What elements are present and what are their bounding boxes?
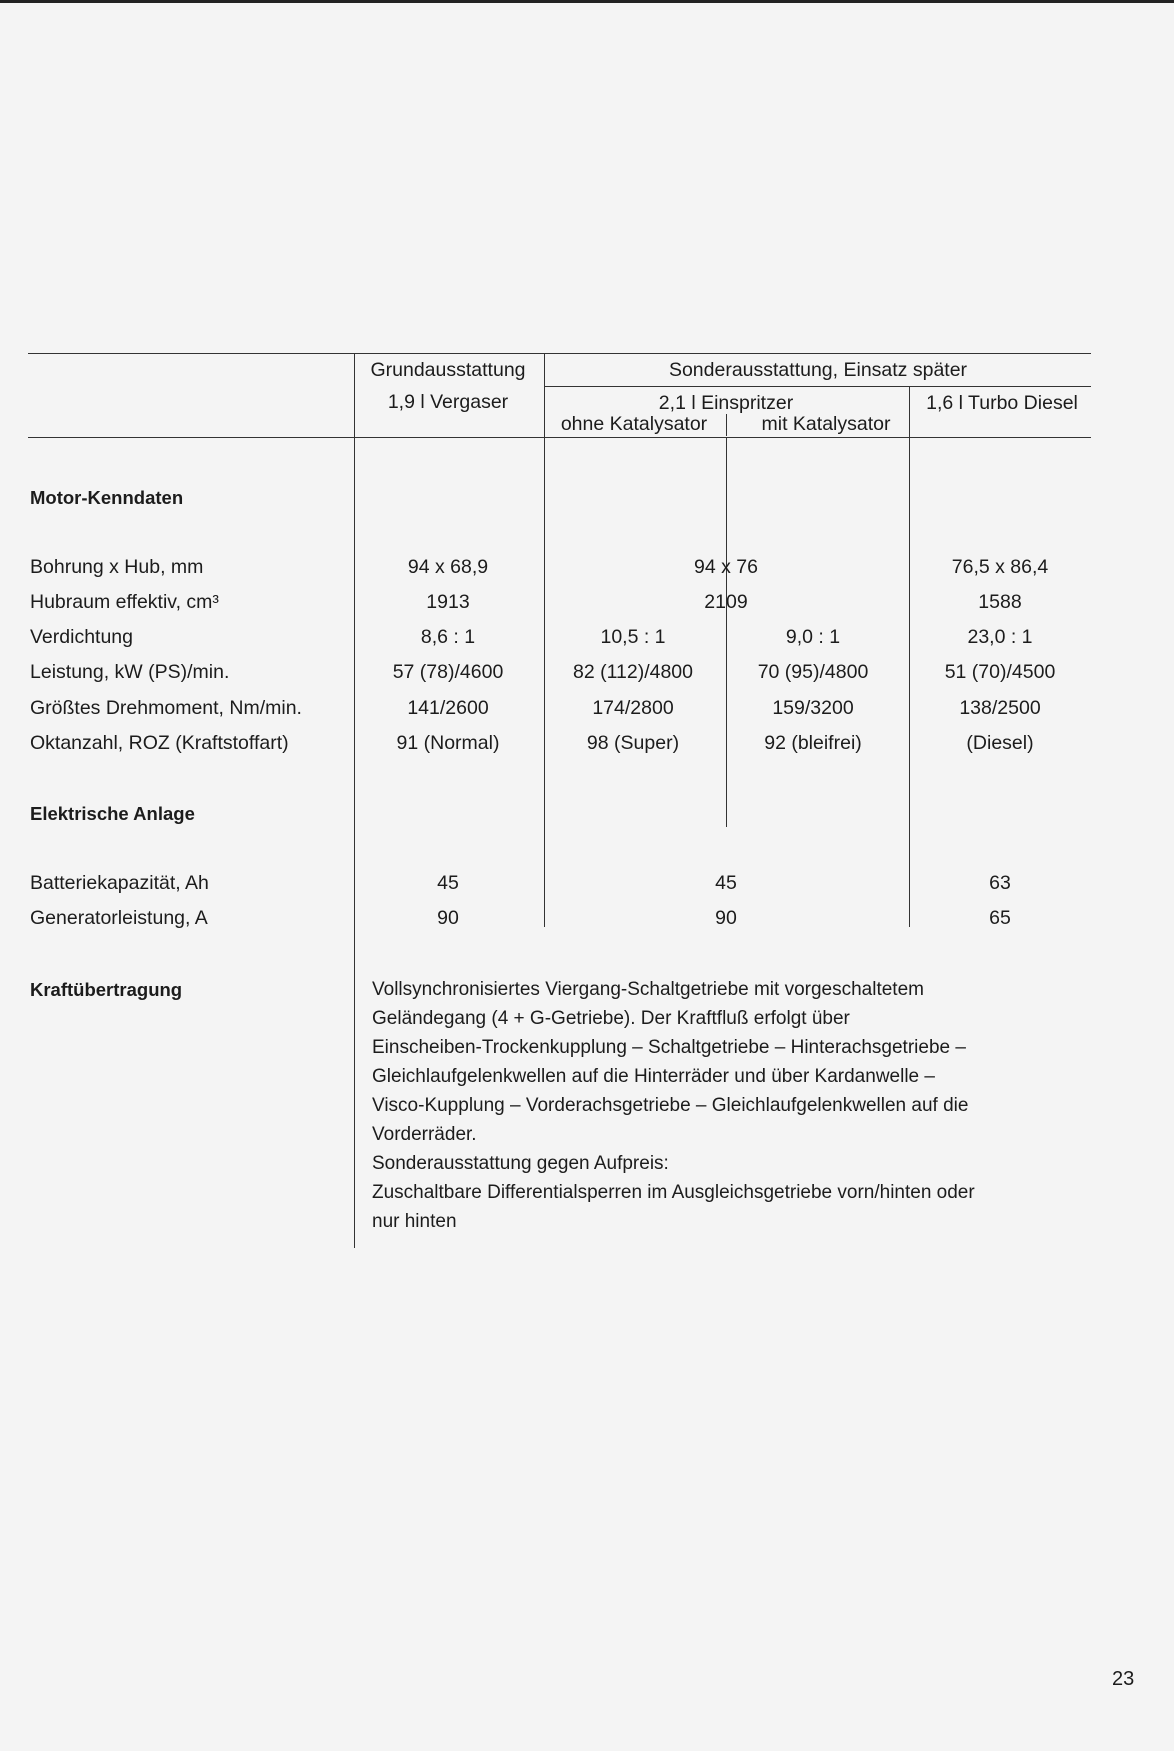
kraft-line: Vorderräder. (372, 1124, 477, 1145)
grund-value: 57 (78)/4600 (392, 661, 504, 683)
ohne-kat-value: 82 (112)/4800 (573, 661, 693, 683)
mit-kat-value: 159/3200 (772, 697, 854, 719)
turbo-value: 51 (70)/4500 (944, 661, 1056, 683)
header-bottom-rule (28, 437, 1091, 438)
grund-left-divider (354, 353, 355, 1248)
table-top-rule (28, 353, 1091, 354)
einspritz-value: 94 x 76 (694, 556, 758, 578)
header-sonder: Sonderausstattung, Einsatz später (668, 359, 968, 381)
header-mit-kat: mit Katalysator (761, 413, 891, 435)
header-ohne-kat: ohne Katalysator (560, 413, 708, 435)
header-turbo: 1,6 l Turbo Diesel (926, 392, 1078, 414)
kat-body-divider (726, 437, 727, 827)
turbo-value: 1588 (978, 591, 1022, 613)
einspritz-value: 45 (715, 872, 737, 894)
row-label: Generatorleistung, A (30, 907, 208, 929)
turbo-value: 23,0 : 1 (967, 626, 1033, 648)
grund-value: 91 (Normal) (396, 732, 500, 754)
grund-value: 94 x 68,9 (407, 556, 489, 578)
page-number: 23 (1112, 1668, 1135, 1690)
mit-kat-value: 92 (bleifrei) (764, 732, 862, 754)
ohne-kat-value: 174/2800 (592, 697, 674, 719)
turbo-value: 138/2500 (959, 697, 1041, 719)
row-label: Größtes Drehmoment, Nm/min. (30, 697, 302, 719)
grund-value: 8,6 : 1 (420, 626, 476, 648)
kraft-line: Einscheiben-Trockenkupplung – Schaltgetriebe – Hinterachsgetriebe – (372, 1037, 966, 1058)
grund-value: 1913 (426, 591, 470, 613)
section-motor: Motor-Kenndaten (30, 487, 184, 508)
grund-value: 90 (437, 907, 459, 929)
row-label: Leistung, kW (PS)/min. (30, 661, 230, 683)
einspritz-left-divider (544, 353, 545, 927)
row-label: Hubraum effektiv, cm³ (30, 591, 219, 613)
kraft-line: Visco-Kupplung – Vorderachsgetriebe – Gleichlaufgelenkwellen auf die (372, 1095, 969, 1116)
turbo-value: 76,5 x 86,4 (951, 556, 1049, 578)
header-grund: Grundausstattung (370, 359, 526, 381)
kraft-line: nur hinten (372, 1211, 457, 1232)
kat-header-divider (726, 414, 727, 436)
ohne-kat-value: 98 (Super) (586, 732, 680, 754)
header-einspritzer: 2,1 l Einspritzer (658, 392, 794, 414)
row-label: Batteriekapazität, Ah (30, 872, 209, 894)
turbo-value: 63 (989, 872, 1011, 894)
section-elektrik: Elektrische Anlage (30, 803, 195, 824)
section-kraft: Kraftübertragung (30, 979, 183, 1000)
kraft-line: Gleichlaufgelenkwellen auf die Hinterräder und über Kardanwelle – (372, 1066, 935, 1087)
kraft-line: Geländegang (4 + G-Getriebe). Der Kraftfluß erfolgt über (372, 1008, 850, 1029)
mit-kat-value: 9,0 : 1 (785, 626, 841, 648)
turbo-value: 65 (989, 907, 1011, 929)
row-label: Verdichtung (30, 626, 133, 648)
row-label: Oktanzahl, ROZ (Kraftstoffart) (30, 732, 289, 754)
turbo-left-divider (909, 386, 910, 927)
kraft-line: Vollsynchronisiertes Viergang-Schaltgetriebe mit vorgeschaltetem (372, 979, 924, 1000)
einspritz-value: 90 (715, 907, 737, 929)
einspritz-value: 2109 (704, 591, 748, 613)
ohne-kat-value: 10,5 : 1 (600, 626, 666, 648)
turbo-value: (Diesel) (966, 732, 1034, 754)
mit-kat-value: 70 (95)/4800 (757, 661, 869, 683)
kraft-line: Sonderausstattung gegen Aufpreis: (372, 1153, 669, 1174)
scan-top-edge (0, 0, 1174, 3)
kraft-line: Zuschaltbare Differentialsperren im Ausgleichsgetriebe vorn/hinten oder (372, 1182, 975, 1203)
kraft-description (372, 975, 1072, 1236)
row-label: Bohrung x Hub, mm (30, 556, 204, 578)
grund-value: 45 (437, 872, 459, 894)
grund-value: 141/2600 (407, 697, 489, 719)
header-grund-engine: 1,9 l Vergaser (387, 391, 509, 413)
sonder-sub-rule (545, 386, 1091, 387)
